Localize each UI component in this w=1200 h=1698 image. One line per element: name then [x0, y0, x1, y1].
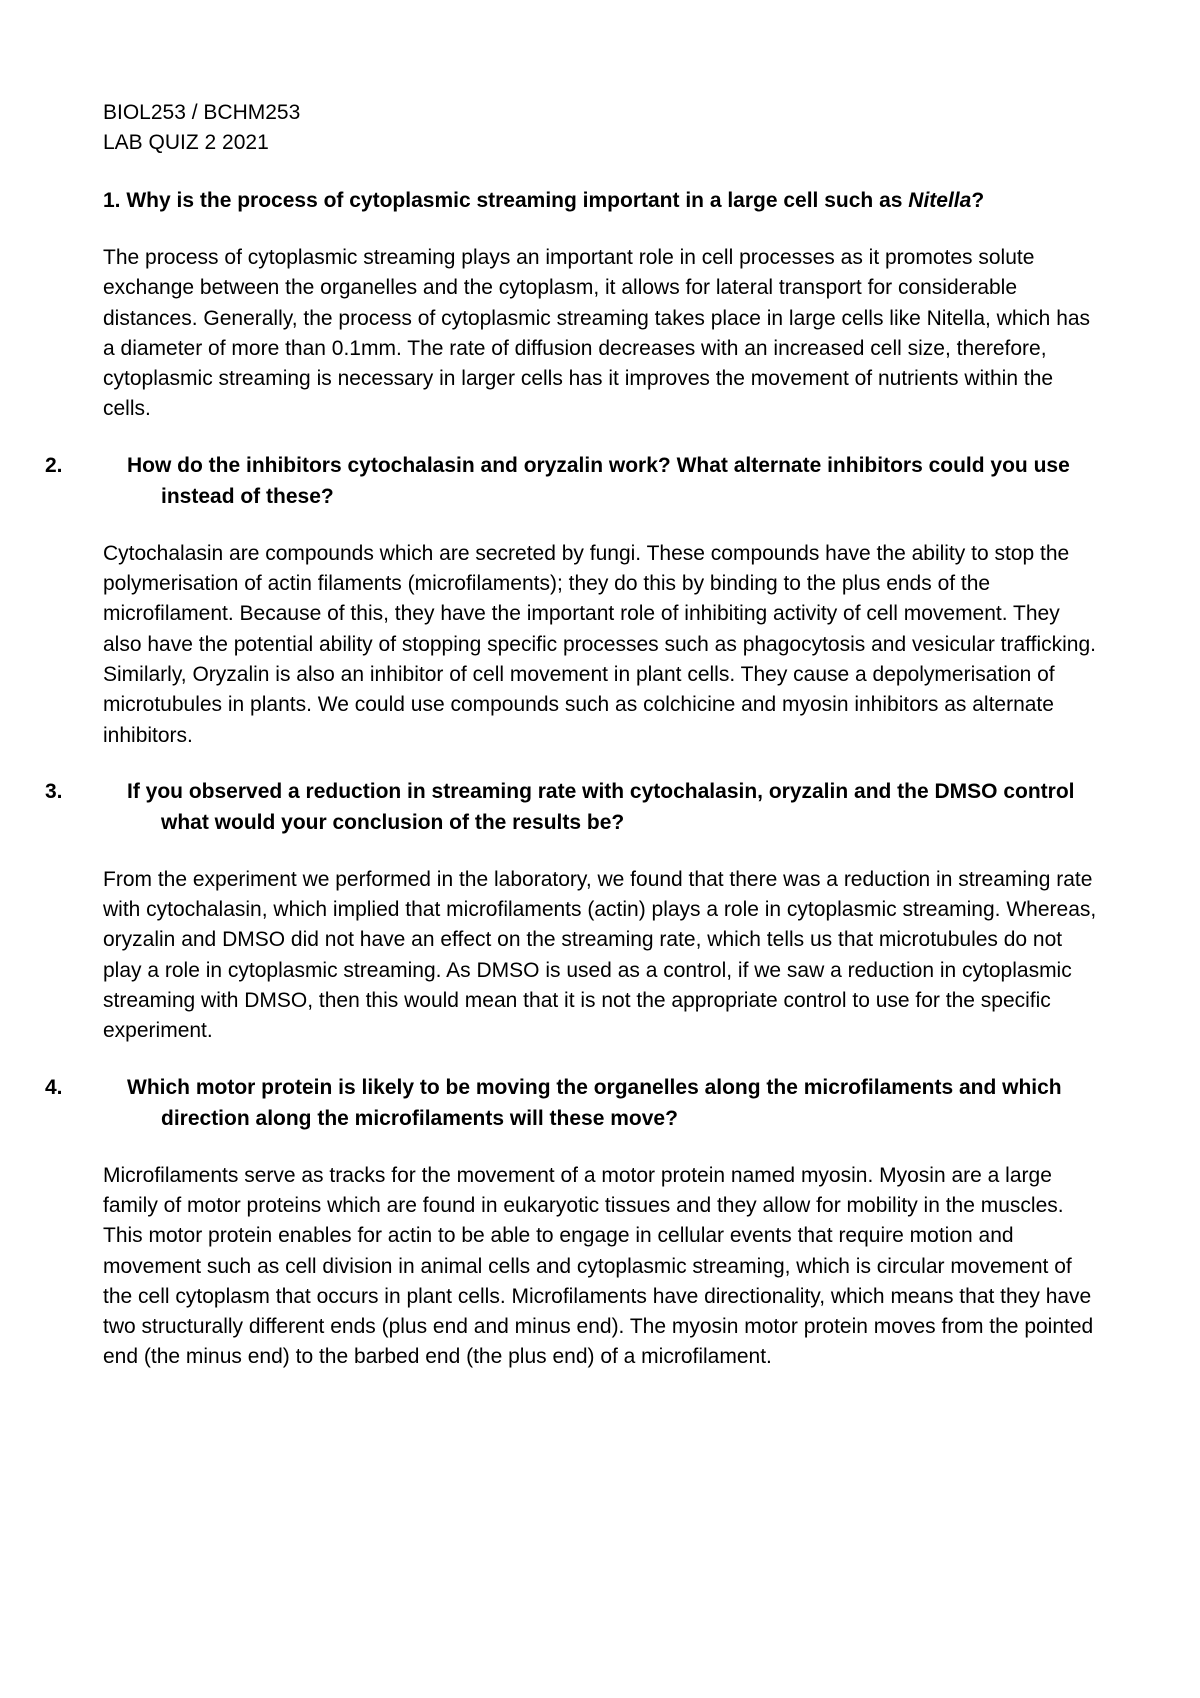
question-3-text: If you observed a reduction in streaming rate with cytochalasin, oryzalin and the DMSO control what would your conclusion of the results be?	[127, 779, 1075, 834]
answer-4: Microfilaments serve as tracks for the movement of a motor protein named myosin. Myosin are a large family of motor proteins which are found in eukaryotic tissues and they allow for mobility in the muscles. This motor protein enables for actin to be able to engage in cellular events that require motion and movement such as cell division in animal cells and cytoplasmic streaming, which is circular movement of the cell cytoplasm that occurs in plant cells. Microfilaments have directionality, which means that they have two structurally different ends (plus end and minus end). The myosin motor protein moves from the pointed end (the minus end) to the barbed end (the plus end) of a microfilament.	[103, 1163, 1094, 1369]
document-body	[45, 98, 1103, 1373]
question-1-text-end: ?	[971, 189, 985, 212]
answer-2: Cytochalasin are compounds which are secreted by fungi. These compounds have the ability to stop the polymerisation of actin filaments (microfilaments); they do this by binding to the plus ends of the microfilament. Because of this, they have the important role of inhibiting activity of cell movement. They also have the potential ability of stopping specific processes such as phagocytosis and vesicular trafficking. Similarly, Oryzalin is also an inhibitor of cell movement in plant cells. They cause a depolymerisation of microtubules in plants. We could use compounds such as colchicine and myosin inhibitors as alternate inhibitors.	[103, 541, 1096, 747]
question-2-text: How do the inhibitors cytochalasin and oryzalin work? What alternate inhibitors could you use instead of these?	[127, 453, 1070, 508]
answer-1: The process of cytoplasmic streaming plays an important role in cell processes as it promotes solute exchange between the organelles and the cytoplasm, it allows for lateral transport for considerable distances. Generally, the process of cytoplasmic streaming takes place in large cells like Nitella, which has a diameter of more than 0.1mm. The rate of diffusion decreases with an increased cell size, therefore, cytoplasmic streaming is necessary in larger cells has it improves the movement of nutrients within the cells.	[103, 246, 1091, 421]
question-1-italic: Nitella	[908, 189, 972, 212]
course-code: BIOL253 / BCHM253	[103, 101, 301, 124]
question-2-number: 2.	[45, 453, 63, 477]
question-1-text: Why is the process of cytoplasmic streaming important in a large cell such as	[126, 189, 903, 212]
question-1-number: 1.	[103, 189, 121, 212]
question-1	[103, 185, 1103, 216]
question-4	[45, 1072, 1103, 1134]
question-3-number: 3.	[45, 779, 63, 803]
question-4-number: 4.	[45, 1075, 63, 1099]
answer-3: From the experiment we performed in the laboratory, we found that there was a reduction in streaming rate with cytochalasin, which implied that microfilaments (actin) plays a role in cytoplasmic streaming. Whereas, oryzalin and DMSO did not have an effect on the streaming rate, which tells us that microtubules do not play a role in cytoplasmic streaming. As DMSO is used as a control, if we saw a reduction in cytoplasmic streaming with DMSO, then this would mean that it is not the appropriate control to use for the specific experiment.	[103, 867, 1097, 1043]
question-3	[45, 776, 1103, 838]
question-2	[45, 450, 1103, 512]
quiz-title: LAB QUIZ 2 2021	[103, 131, 269, 154]
question-4-text: Which motor protein is likely to be moving the organelles along the microfilaments and which direction along the microfilaments will these move?	[127, 1075, 1062, 1130]
